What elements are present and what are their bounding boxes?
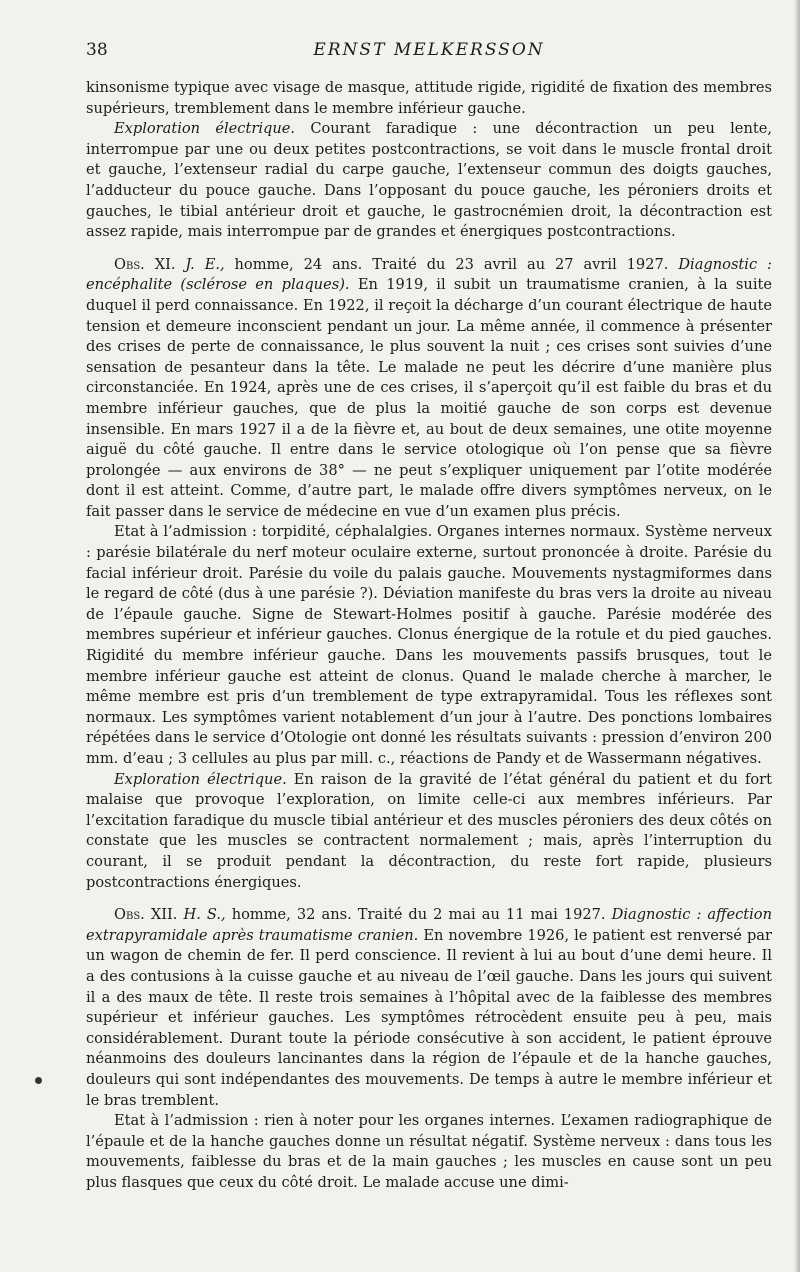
paragraph-continuation: kinsonisme typique avec visage de masque, attitude rigide, rigidité de fixation des membres supérieurs, tremblement dans le membre inférieur gauche. <box>86 79 772 117</box>
margin-dot <box>35 1077 42 1084</box>
running-title: ERNST MELKERSSON <box>313 40 545 60</box>
paragraph-admission-state-xii: Etat à l’admission : rien à noter pour les organes internes. L’examen radiographique de l’épaule et de la hanche gauches donne un résultat négatif. Système nerveux : dans tous les mouvements, faiblesse du bras et de la main gauches ; les muscles en cause sont un peu plus flasques que ceux du côté droit. Le malade accuse une dimi- <box>86 1112 772 1191</box>
paragraph-electrical-exploration-1 <box>86 119 772 243</box>
page-number: 38 <box>86 40 108 60</box>
diagnosis: Diagnostic : affection extrapyramidale après traumatisme cranien. <box>86 906 772 944</box>
paragraph-observation-xii <box>86 905 772 1111</box>
paragraph-text: Courant faradique : une décontraction un peu lente, interrompue par une ou deux petites postcontractions, se voit dans le muscle frontal droit et gauche, l’extenseur radial du carpe gauche, l’extenseur commun des doigts gauches, l’adducteur du pouce gauche. Dans l’opposant du pouce gauche, les péroniers droits et gauches, le tibial antérieur droit et gauche, le gastrocnémien droit, la décontraction est assez rapide, mais interrompue par de grandes et énergiques postcontractions. <box>86 120 772 241</box>
paragraph-observation-xi <box>86 255 772 523</box>
paragraph-text: En novembre 1926, le patient est renversé par un wagon de chemin de fer. Il perd conscience. Il revient à lui au bout d’une demi heure. Il a des contusions à la cuisse gauche et au niveau de l’œil gauche. Dans les jours qui suivent il a des maux de tête. Il reste trois semaines à l’hôpital avec de la faiblesse des membres supérieur et inférieur gauches. Les symptômes rétrocèdent ensuite peu à peu, mais considérablement. Durant toute la période consécutive à son accident, le patient éprouve néanmoins des douleurs lancinantes dans la région de l’épaule et de la hanche gauches, douleurs qui sont indépendantes des mouvements. De temps à autre le membre inférieur et le bras tremblent. <box>86 926 772 1109</box>
page-edge-shadow <box>794 0 800 1272</box>
section-lead: Exploration électrique. <box>114 120 296 138</box>
observation-number: Obs. XII. <box>114 906 178 924</box>
paragraph-admission-state-xi: Etat à l’admission : torpidité, céphalalgies. Organes internes normaux. Système nerveux : parésie bilatérale du nerf moteur oculaire externe, surtout prononcée à droite. Parésie du facial inférieur droit. Parésie du voile du palais gauche. Mouvements nystagmiformes dans le regard de côté (dus à une parésie ?). Déviation manifeste du bras vers la droite au niveau de l’épaule gauche. Signe de Stewart-Holmes positif à gauche. Parésie modérée des membres supérieur et inférieur gauches. Clonus énergique de la rotule et du pied gauches. Rigidité du membre inférieur gauche. Dans les mouvements passifs brusques, tout le membre inférieur gauche est atteint de clonus. Quand le malade cherche à marcher, le même membre est pris d’un tremblement de type extrapyramidal. Tous les réflexes sont normaux. Les symptômes varient notablement d’un jour à l’autre. Des ponctions lombaires répétées dans le service d’Otologie ont donné les résultats suivants : pression d’environ 200 mm. d’eau ; 3 cellules au plus par mill. c., réactions de Pandy et de Wassermann négatives. <box>86 523 772 767</box>
diagnosis: Diagnostic : encéphalite (sclérose en plaques). <box>86 255 772 294</box>
paragraph-electrical-exploration-2 <box>86 770 772 894</box>
patient-initials: J. E., <box>175 255 225 273</box>
section-lead: Exploration électrique. <box>114 770 287 788</box>
patient-initials: H. S., <box>177 906 226 924</box>
paragraph-text: homme, 24 ans. Traité du 23 avril au 27 avril 1927. <box>224 255 679 273</box>
paragraph-text: En raison de la gravité de l’état général du patient et du fort malaise que provoque l’exploration, on limite celle-ci aux membres inférieurs. Par l’excitation faradique du muscle tibial antérieur et des muscles péroniers des deux côtés on constate que les muscles se contractent normalement ; mais, après l’interruption du courant, il se produit pendant la décontraction, du reste fort rapide, plusieurs postcontractions énergiques. <box>86 770 772 891</box>
paragraph-text: En 1919, il subit un traumatisme cranien, à la suite duquel il perd connaissance. En 1922, il reçoit la décharge d’un courant électrique de haute tension et demeure inconscient pendant un jour. La même année, il commence à présenter des crises de perte de connaissance, le plus souvent la nuit ; ces crises sont suivies d’une sensation de pesanteur dans la tête. Le malade ne peut les décrire d’une manière plus circonstanciée. En 1924, après une de ces crises, il s’aperçoit qu’il est faible du bras et du membre inférieur gauches, que de plus la moitié gauche de son corps est devenue insensible. En mars 1927 il a de la fièvre et, au bout de deux semaines, une otite moyenne aiguë du côté gauche. Il entre dans le service otologique où l’on pense que sa fièvre prolongée — aux environs de 38° — ne peut s’expliquer uniquement par l’otite modérée dont il est atteint. Comme, d’autre part, le malade offre divers symptômes nerveux, on le fait passer dans le service de médecine en vue d’un examen plus précis. <box>86 276 772 520</box>
observation-number: Obs. XI. <box>114 255 176 273</box>
page-header <box>86 40 772 66</box>
body-text <box>86 78 772 1193</box>
paragraph-text: homme, 32 ans. Traité du 2 mai au 11 mai 1927. <box>225 906 612 924</box>
